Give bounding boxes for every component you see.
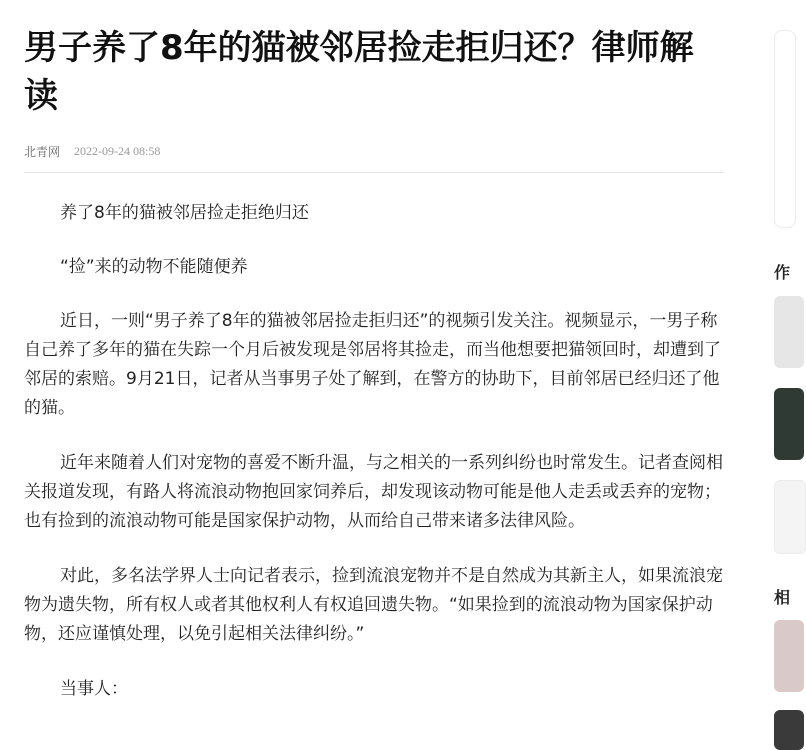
paragraph: “捡”来的动物不能随便养 — [60, 257, 248, 277]
article — [24, 24, 724, 730]
rail-thumbnail[interactable] — [774, 480, 806, 554]
paragraph: 养了8年的猫被邻居捡走拒绝归还 — [60, 203, 309, 223]
rail-heading-author: 作 — [774, 263, 791, 282]
rail-thumbnail[interactable] — [774, 620, 804, 692]
paragraph: 近年来随着人们对宠物的喜爱不断升温，与之相关的一系列纠纷也时常发生。记者查阅相关报道发现，有路人将流浪动物抱回家饲养后，却发现该动物可能是他人走丢或丢弃的宠物；也有捡到的流浪动物可能是国家保护动物，从而给自己带来诸多法律风险。 — [24, 453, 723, 531]
right-rail — [774, 0, 791, 739]
rail-heading-related: 相 — [774, 588, 791, 607]
paragraph: 近日，一则“男子养了8年的猫被邻居捡走拒归还”的视频引发关注。视频显示，一男子称自己养了多年的猫在失踪一个月后被发现是邻居将其捡走，而当他想要把猫领回时，却遭到了邻居的索赔。9月21日，记者从当事男子处了解到，在警方的协助下，目前邻居已经归还了他的猫。 — [24, 311, 721, 418]
paragraph: 对此，多名法学界人士向记者表示，捡到流浪宠物并不是自然成为其新主人，如果流浪宠物为遗失物，所有权人或者其他权利人有权追回遗失物。“如果捡到的流浪动物为国家保护动物，还应谨慎处理，以免引起相关法律纠纷。” — [24, 566, 723, 644]
article-time: 2022-09-24 08:58 — [74, 143, 161, 158]
rail-thumbnail[interactable] — [774, 388, 804, 460]
rail-card — [774, 30, 796, 228]
article-source[interactable]: 北青网 — [24, 144, 61, 159]
rail-thumbnail[interactable] — [774, 296, 804, 368]
article-body — [24, 199, 724, 704]
paragraph: 当事人： — [60, 679, 128, 699]
rail-thumbnail[interactable] — [774, 710, 804, 750]
divider — [24, 172, 724, 173]
article-meta — [24, 142, 724, 160]
article-title: 男子养了8年的猫被邻居捡走拒归还？律师解读 — [24, 28, 694, 116]
